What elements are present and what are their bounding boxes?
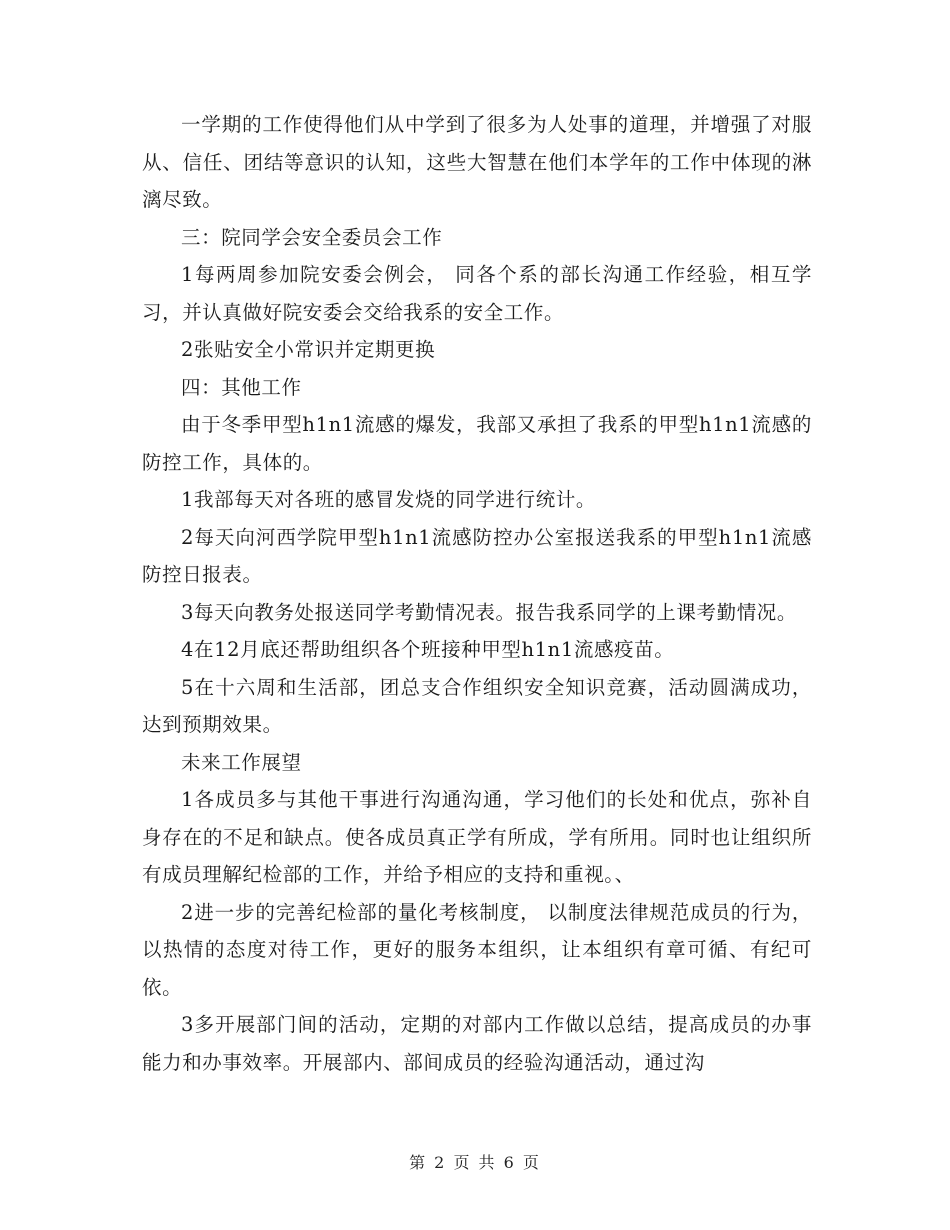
paragraph: 1各成员多与其他干事进行沟通沟通，学习他们的长处和优点，弥补自身存在的不足和缺点。使各成员真正学有所成，学有所用。同时也让组织所有成员理解纪检部的工作，并给予相应的支持和重视。、 <box>142 788 812 886</box>
section-heading: 未来工作展望 <box>181 750 302 774</box>
paragraph: 1每两周参加院安委会例会， 同各个系的部长沟通工作经验，相互学习，并认真做好院安委会交给我系的安全工作。 <box>142 263 812 324</box>
section-heading: 四：其他工作 <box>181 375 302 399</box>
page-number-footer: 第 2 页 共 6 页 <box>409 1153 541 1172</box>
section-heading: 三：院同学会安全委员会工作 <box>181 225 443 249</box>
document-body <box>142 106 812 1081</box>
paragraph: 4在12月底还帮助组织各个班接种甲型h1n1流感疫苗。 <box>181 638 675 661</box>
paragraph: 2进一步的完善纪检部的量化考核制度， 以制度法律规范成员的行为，以热情的态度对待工作，更好的服务本组织，让本组织有章可循、有纪可依。 <box>142 900 812 999</box>
paragraph: 5在十六周和生活部，团总支合作组织安全知识竞赛，活动圆满成功，达到预期效果。 <box>142 675 812 736</box>
paragraph: 1我部每天对各班的感冒发烧的同学进行统计。 <box>181 488 597 511</box>
paragraph: 2每天向河西学院甲型h1n1流感防控办公室报送我系的甲型h1n1流感防控日报表。 <box>142 525 812 586</box>
paragraph: 2张贴安全小常识并定期更换 <box>181 338 436 361</box>
paragraph: 3多开展部门间的活动，定期的对部内工作做以总结，提高成员的办事能力和办事效率。开展部内、部间成员的经验沟通活动，通过沟 <box>142 1013 812 1074</box>
paragraph: 3每天向教务处报送同学考勤情况表。报告我系同学的上课考勤情况。 <box>181 600 798 624</box>
paragraph: 一学期的工作使得他们从中学到了很多为人处事的道理，并增强了对服从、信任、团结等意识的认知，这些大智慧在他们本学年的工作中体现的淋漓尽致。 <box>142 113 812 211</box>
paragraph: 由于冬季甲型h1n1流感的爆发，我部又承担了我系的甲型h1n1流感的防控工作，具体的。 <box>142 413 812 474</box>
